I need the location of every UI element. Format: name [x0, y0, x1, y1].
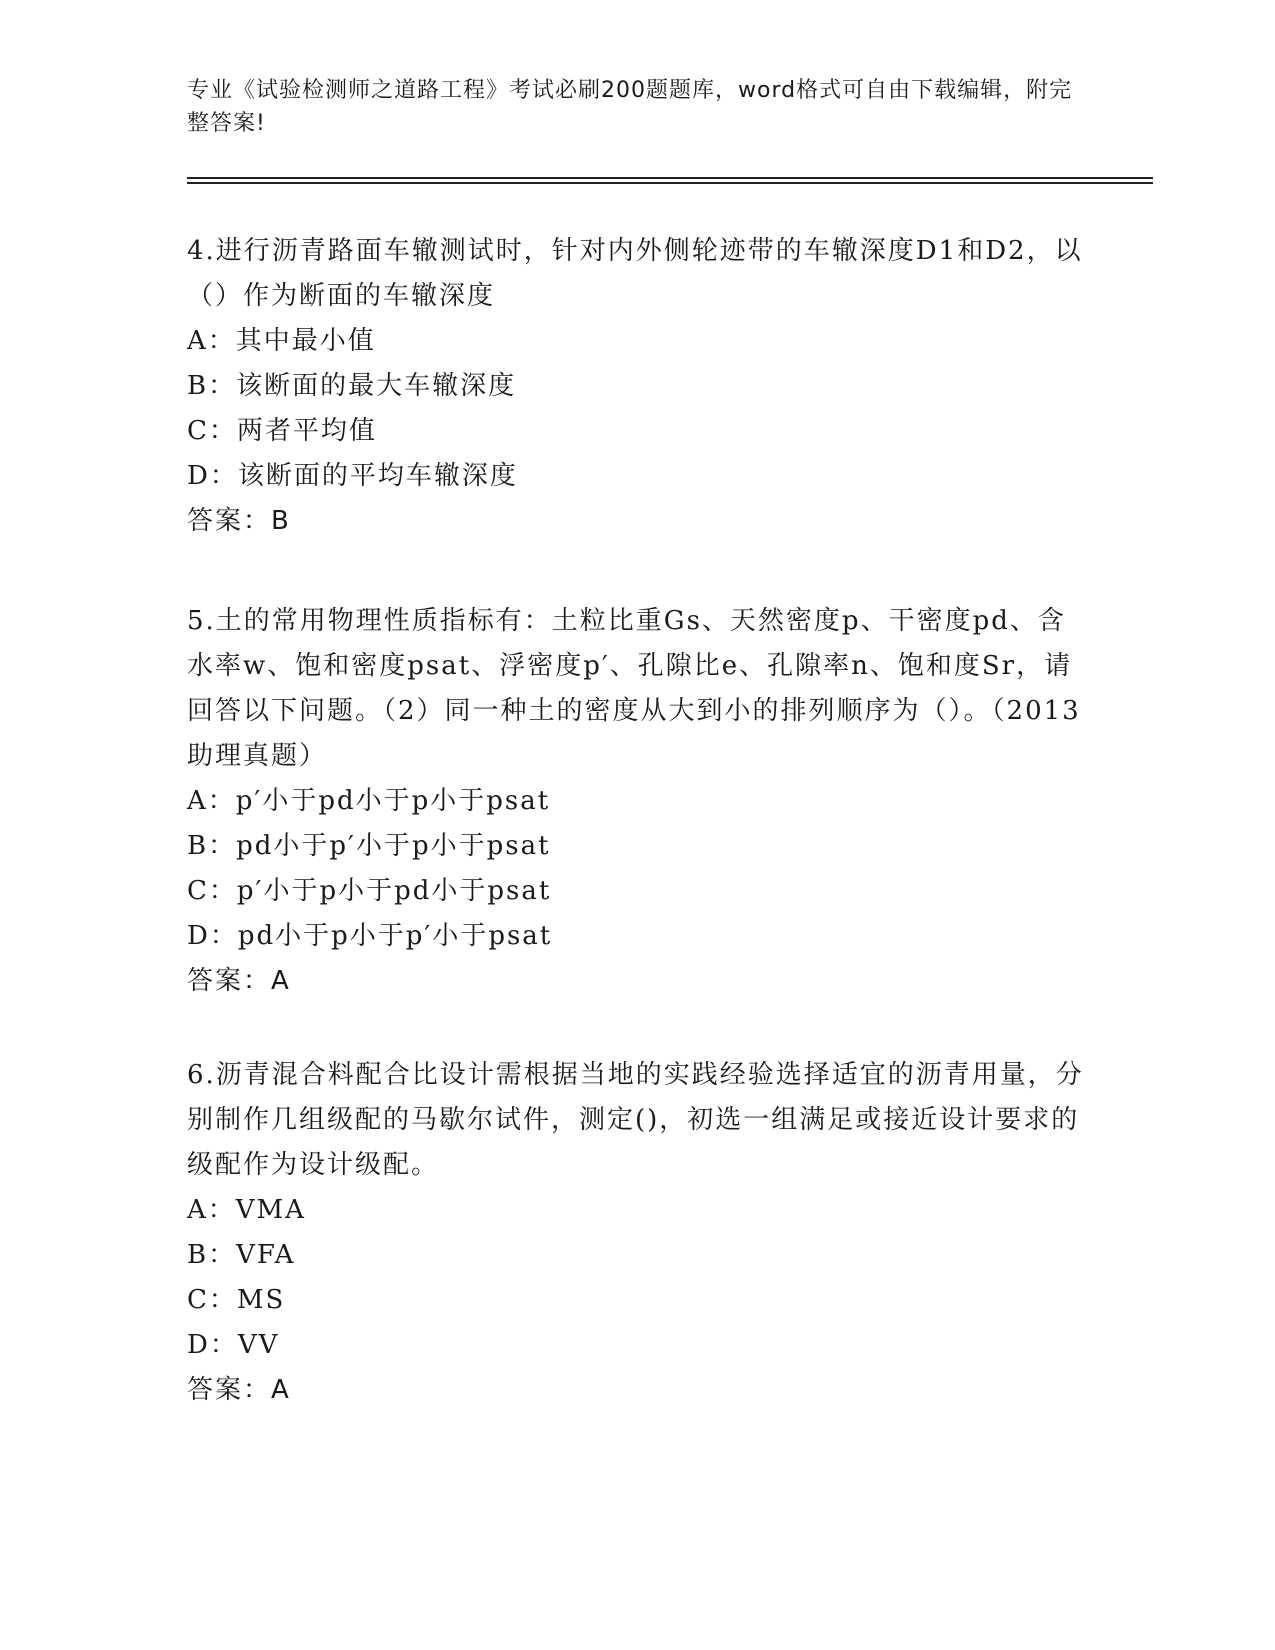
answer: 答案：A — [187, 966, 291, 996]
answer: 答案：A — [187, 1375, 291, 1405]
option-d: D：VV — [187, 1330, 280, 1360]
option-list — [187, 319, 1087, 499]
question-text: 4.进行沥青路面车辙测试时，针对内外侧轮迹带的车辙深度D1和D2，以（）作为断面的车辙深度 — [187, 236, 1083, 311]
question-text: 5.土的常用物理性质指标有：土粒比重Gs、天然密度p、干密度pd、含水率w、饱和密度psat、浮密度p′、孔隙比e、孔隙率n、饱和度Sr，请回答以下问题。（2）同一种土的密度从大到小的排列顺序为（）。（2013助理真题） — [187, 606, 1081, 771]
option-b: B：VFA — [187, 1240, 296, 1270]
answer: 答案：B — [187, 506, 291, 536]
question-5 — [187, 599, 1087, 1004]
header-divider-top — [187, 177, 1153, 179]
option-b: B：该断面的最大车辙深度 — [187, 371, 517, 401]
option-c: C：两者平均值 — [187, 416, 377, 446]
option-c: C：MS — [187, 1285, 286, 1315]
question-4 — [187, 229, 1087, 544]
option-d: D：该断面的平均车辙深度 — [187, 461, 518, 491]
option-b: B：pd小于p′小于p小于psat — [187, 831, 551, 861]
option-c: C：p′小于p小于pd小于psat — [187, 876, 552, 906]
option-a: A：其中最小值 — [187, 326, 376, 356]
option-list — [187, 779, 1087, 959]
option-a: A：VMA — [187, 1195, 306, 1225]
header-divider-bottom — [187, 182, 1153, 184]
question-6 — [187, 1053, 1087, 1413]
option-d: D：pd小于p小于p′小于psat — [187, 921, 553, 951]
question-text: 6.沥青混合料配合比设计需根据当地的实践经验选择适宜的沥青用量，分别制作几组级配的马歇尔试件，测定()，初选一组满足或接近设计要求的级配作为设计级配。 — [187, 1060, 1084, 1180]
option-list — [187, 1188, 1087, 1368]
document-header: 专业《试验检测师之道路工程》考试必刷200题题库，word格式可自由下载编辑，附完整答案! — [187, 78, 1073, 136]
option-a: A：p′小于pd小于p小于psat — [187, 786, 551, 816]
